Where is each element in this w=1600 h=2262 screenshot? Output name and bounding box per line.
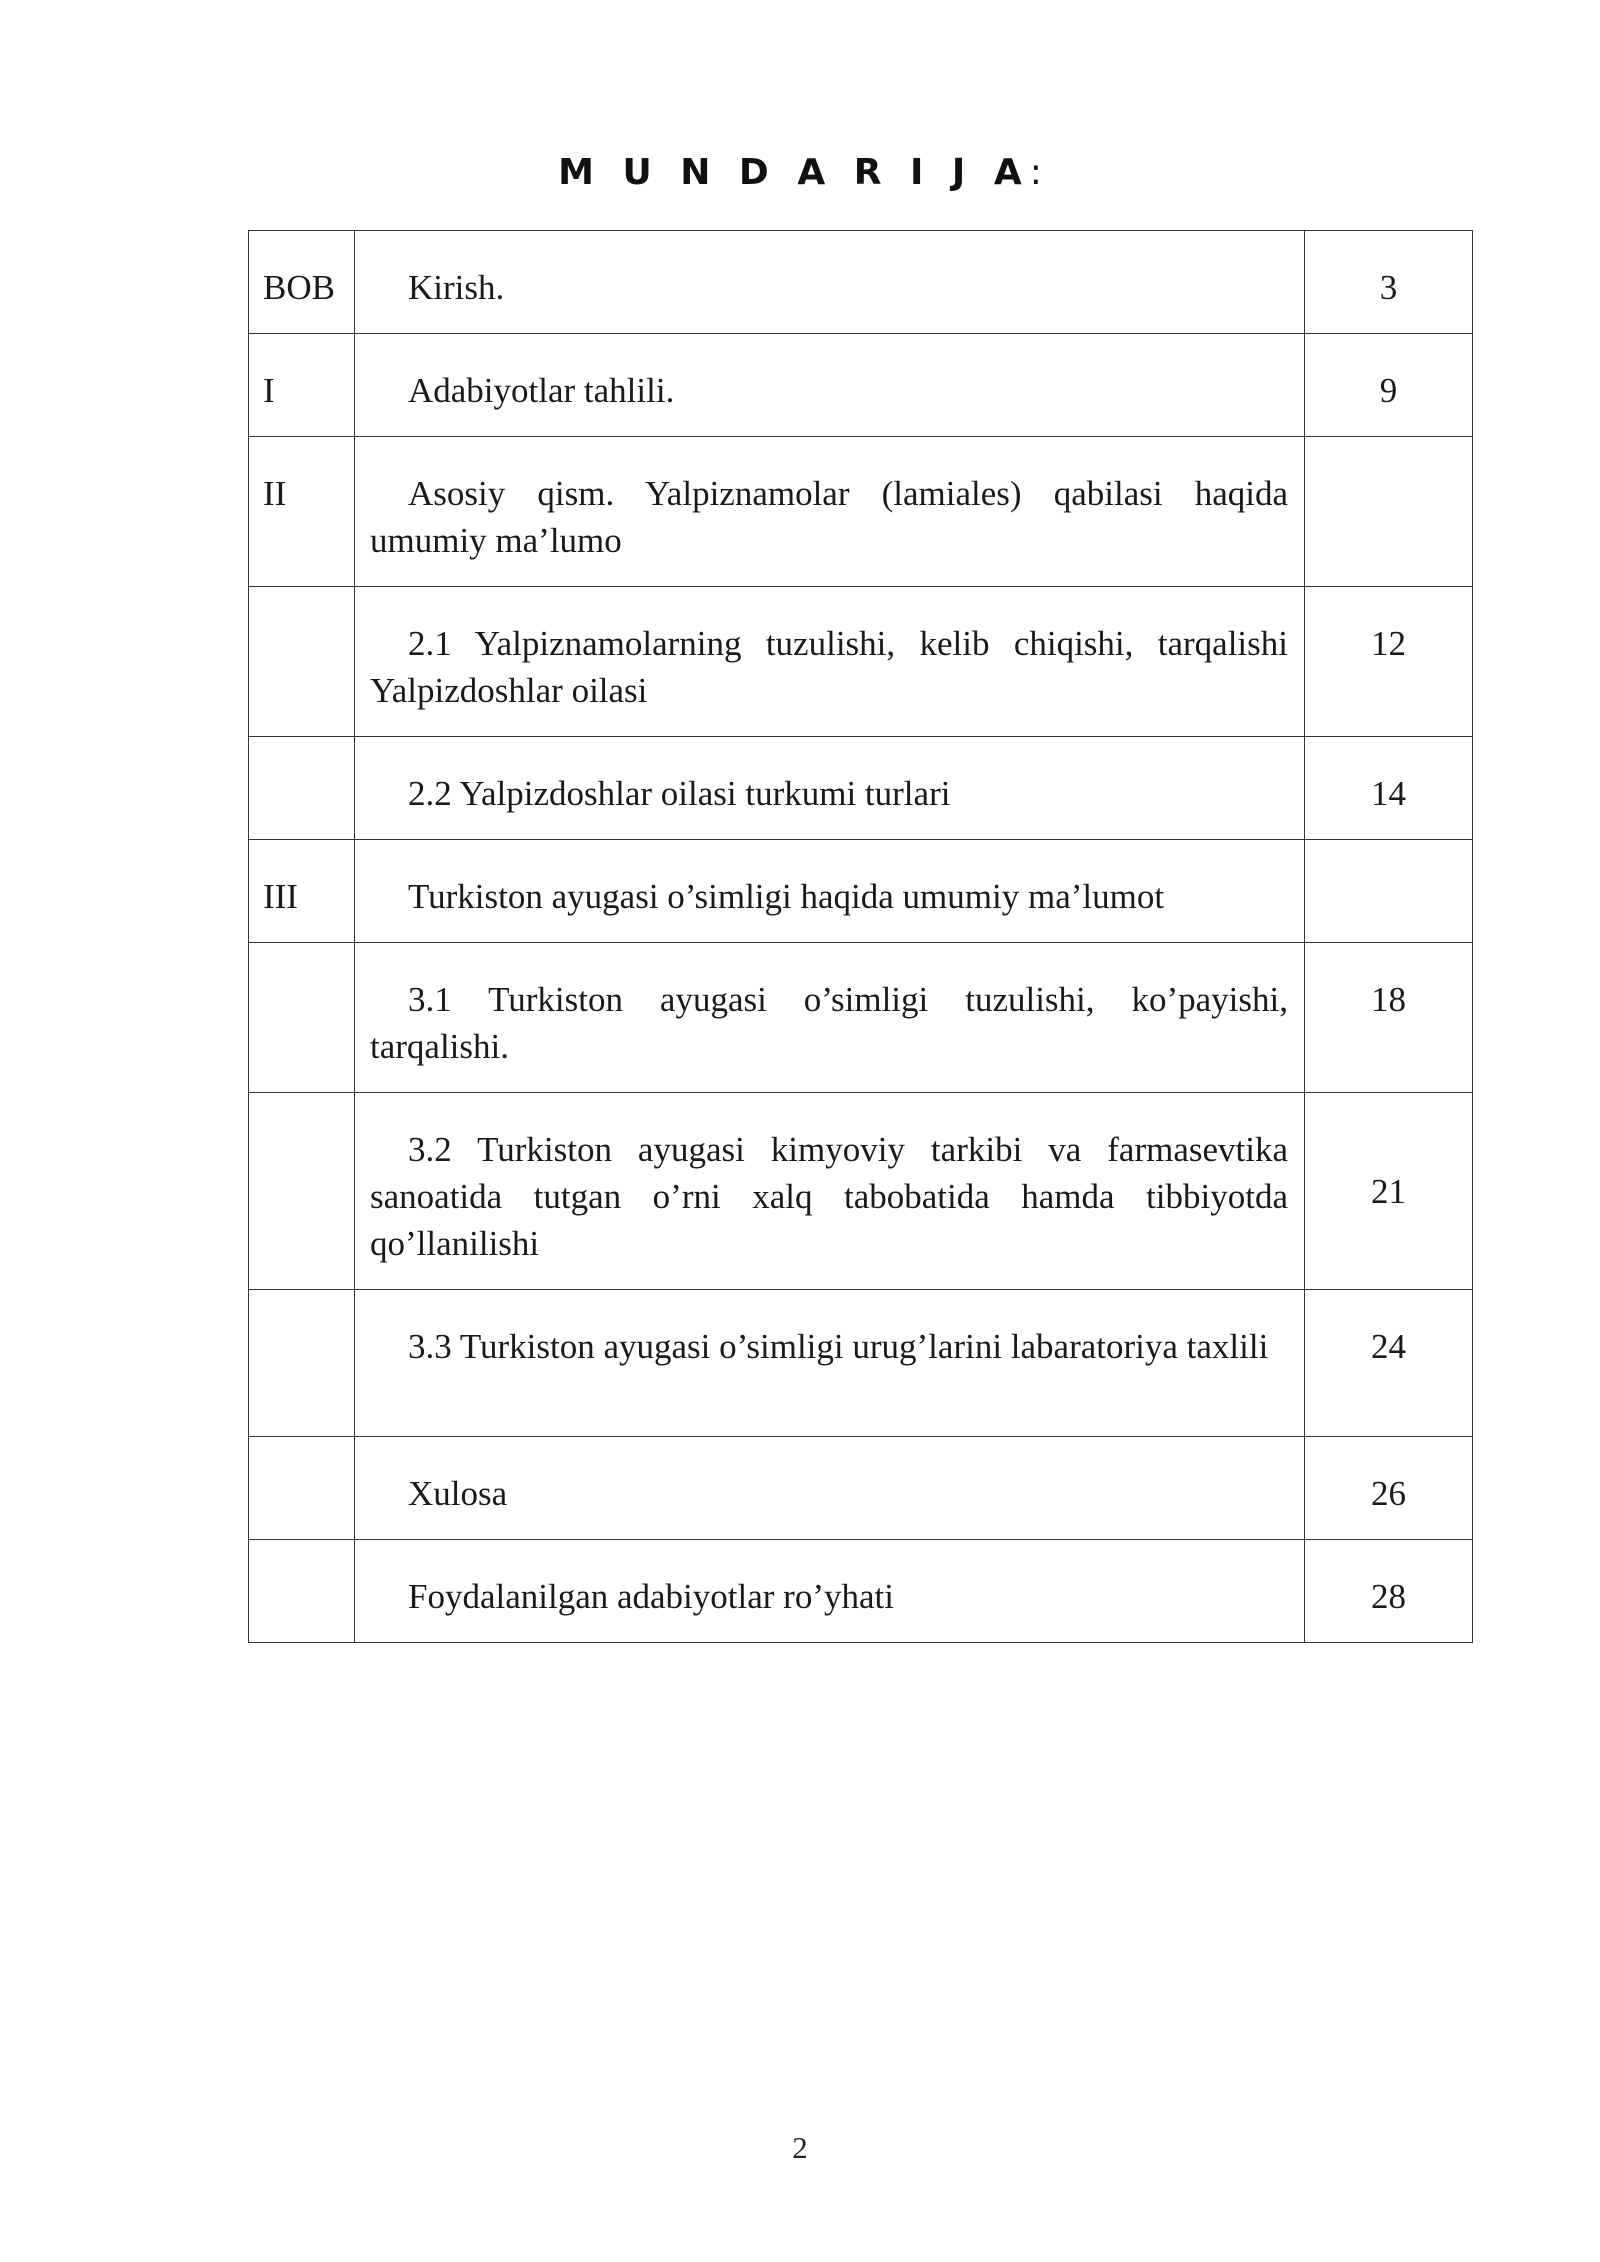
page-number: 2 bbox=[792, 2130, 808, 2165]
toc-chapter-cell bbox=[249, 737, 355, 840]
toc-chapter-cell bbox=[249, 943, 355, 1093]
table-of-contents bbox=[248, 230, 1473, 1643]
toc-row bbox=[249, 737, 1473, 840]
toc-row bbox=[249, 1093, 1473, 1290]
page-title-colon: : bbox=[1029, 152, 1042, 193]
toc-title-cell: Asosiy qism. Yalpiznamolar (lamiales) qabilasi haqida umumiy ma’lumo bbox=[355, 437, 1305, 587]
toc-title-cell: 2.1 Yalpiznamolarning tuzulishi, kelib chiqishi, tarqalishi Yalpizdoshlar oilasi bbox=[355, 587, 1305, 737]
toc-page-cell: 24 bbox=[1305, 1290, 1473, 1437]
toc-chapter-cell: I bbox=[249, 334, 355, 437]
page-title-text: M U N D A R I J A bbox=[558, 152, 1030, 193]
toc-title-cell: 3.1 Turkiston ayugasi o’simligi tuzulishi, ko’payishi, tarqalishi. bbox=[355, 943, 1305, 1093]
toc-title-cell: Xulosa bbox=[355, 1437, 1305, 1540]
toc-chapter-cell: II bbox=[249, 437, 355, 587]
toc-title-cell: 2.2 Yalpizdoshlar oilasi turkumi turlari bbox=[355, 737, 1305, 840]
toc-row bbox=[249, 1540, 1473, 1643]
toc-chapter-cell bbox=[249, 1290, 355, 1437]
toc-page-cell: 9 bbox=[1305, 334, 1473, 437]
toc-page-cell: 28 bbox=[1305, 1540, 1473, 1643]
toc-page-cell: 18 bbox=[1305, 943, 1473, 1093]
toc-row bbox=[249, 587, 1473, 737]
toc-chapter-cell bbox=[249, 1093, 355, 1290]
toc-row bbox=[249, 231, 1473, 334]
toc-page-cell bbox=[1305, 840, 1473, 943]
toc-page-cell: 21 bbox=[1305, 1093, 1473, 1290]
toc-row bbox=[249, 1437, 1473, 1540]
toc-page-cell: 3 bbox=[1305, 231, 1473, 334]
toc-row bbox=[249, 334, 1473, 437]
toc-chapter-cell bbox=[249, 1437, 355, 1540]
toc-title-cell: 3.3 Turkiston ayugasi o’simligi urug’larini labaratoriya taxlili bbox=[355, 1290, 1305, 1437]
toc-row bbox=[249, 943, 1473, 1093]
page-title bbox=[0, 152, 1600, 193]
toc-body bbox=[249, 231, 1473, 1643]
toc-title-cell: Foydalanilgan adabiyotlar ro’yhati bbox=[355, 1540, 1305, 1643]
toc-chapter-cell: III bbox=[249, 840, 355, 943]
toc-title-cell: 3.2 Turkiston ayugasi kimyoviy tarkibi va farmasevtika sanoatida tutgan o’rni xalq tabobatida hamda tibbiyotda qo’llanilishi bbox=[355, 1093, 1305, 1290]
toc-title-cell: Adabiyotlar tahlili. bbox=[355, 334, 1305, 437]
toc-row bbox=[249, 1290, 1473, 1437]
toc-chapter-cell: BOB bbox=[249, 231, 355, 334]
toc-title-cell: Kirish. bbox=[355, 231, 1305, 334]
toc-title-cell: Turkiston ayugasi o’simligi haqida umumiy ma’lumot bbox=[355, 840, 1305, 943]
toc-page-cell: 26 bbox=[1305, 1437, 1473, 1540]
toc-chapter-cell bbox=[249, 587, 355, 737]
toc-page-cell bbox=[1305, 437, 1473, 587]
toc-row bbox=[249, 437, 1473, 587]
toc-row bbox=[249, 840, 1473, 943]
toc-page-cell: 14 bbox=[1305, 737, 1473, 840]
toc-chapter-cell bbox=[249, 1540, 355, 1643]
toc-page-cell: 12 bbox=[1305, 587, 1473, 737]
